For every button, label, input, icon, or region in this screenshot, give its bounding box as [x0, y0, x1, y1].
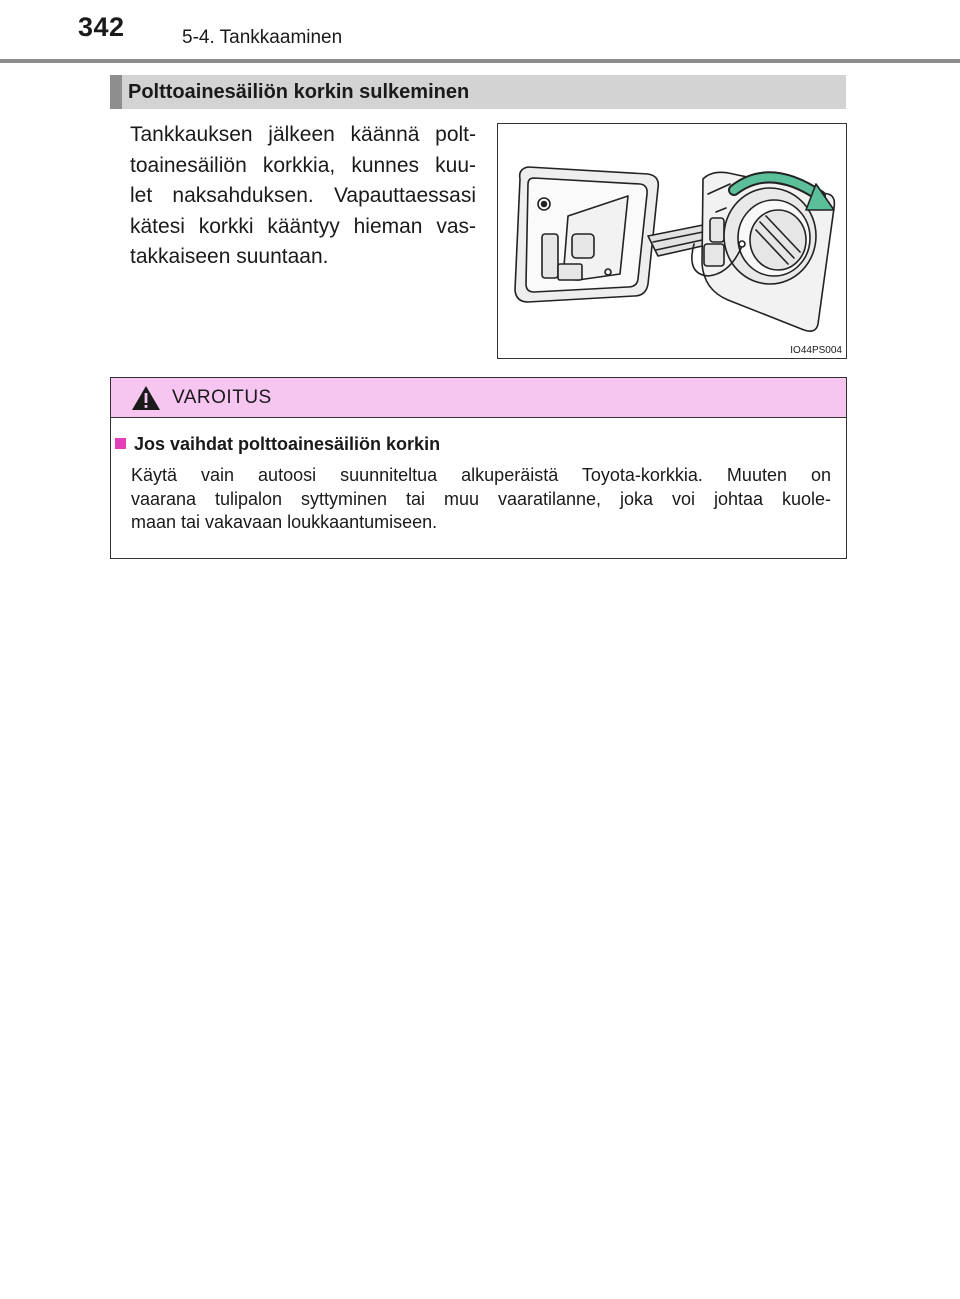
warning-line: vaarana tulipalon syttyminen tai muu vaaratilanne, joka voi johtaa kuole-	[131, 488, 831, 509]
fuel-cap-illustration	[498, 124, 846, 358]
body-line: kätesi korkki kääntyy hieman vas-	[130, 214, 476, 238]
warning-line: Käytä vain autoosi suunniteltua alkuperäistä Toyota-korkkia. Muuten on	[131, 465, 831, 485]
figure	[497, 123, 847, 359]
section-body	[130, 120, 476, 273]
figure-code: IO44PS004	[790, 345, 842, 356]
header-rule	[0, 59, 960, 63]
chapter-title: 5-4. Tankkaaminen	[182, 27, 343, 48]
section-heading	[110, 75, 846, 109]
warning-triangle-icon	[131, 385, 161, 411]
warning-subheading	[111, 434, 440, 455]
body-line: Tankkauksen jälkeen käännä polt-	[130, 123, 476, 146]
bullet-square-icon	[115, 438, 126, 449]
warning-box	[110, 377, 847, 559]
warning-text	[131, 464, 831, 535]
warning-title: VAROITUS	[172, 387, 272, 408]
section-heading-bar	[110, 75, 122, 109]
body-line: let naksahduksen. Vapauttaessasi	[130, 184, 476, 207]
section-title: Polttoainesäiliön korkin sulkeminen	[128, 81, 470, 103]
warning-header	[111, 378, 846, 418]
warning-line: maan tai vakavaan loukkaantumiseen.	[131, 512, 438, 532]
body-line: takkaiseen suuntaan.	[130, 245, 329, 268]
body-line: toainesäiliön korkkia, kunnes kuu-	[130, 153, 476, 177]
page-number: 342	[78, 12, 125, 42]
warning-subheading-text: Jos vaihdat polttoainesäiliön korkin	[134, 434, 441, 454]
